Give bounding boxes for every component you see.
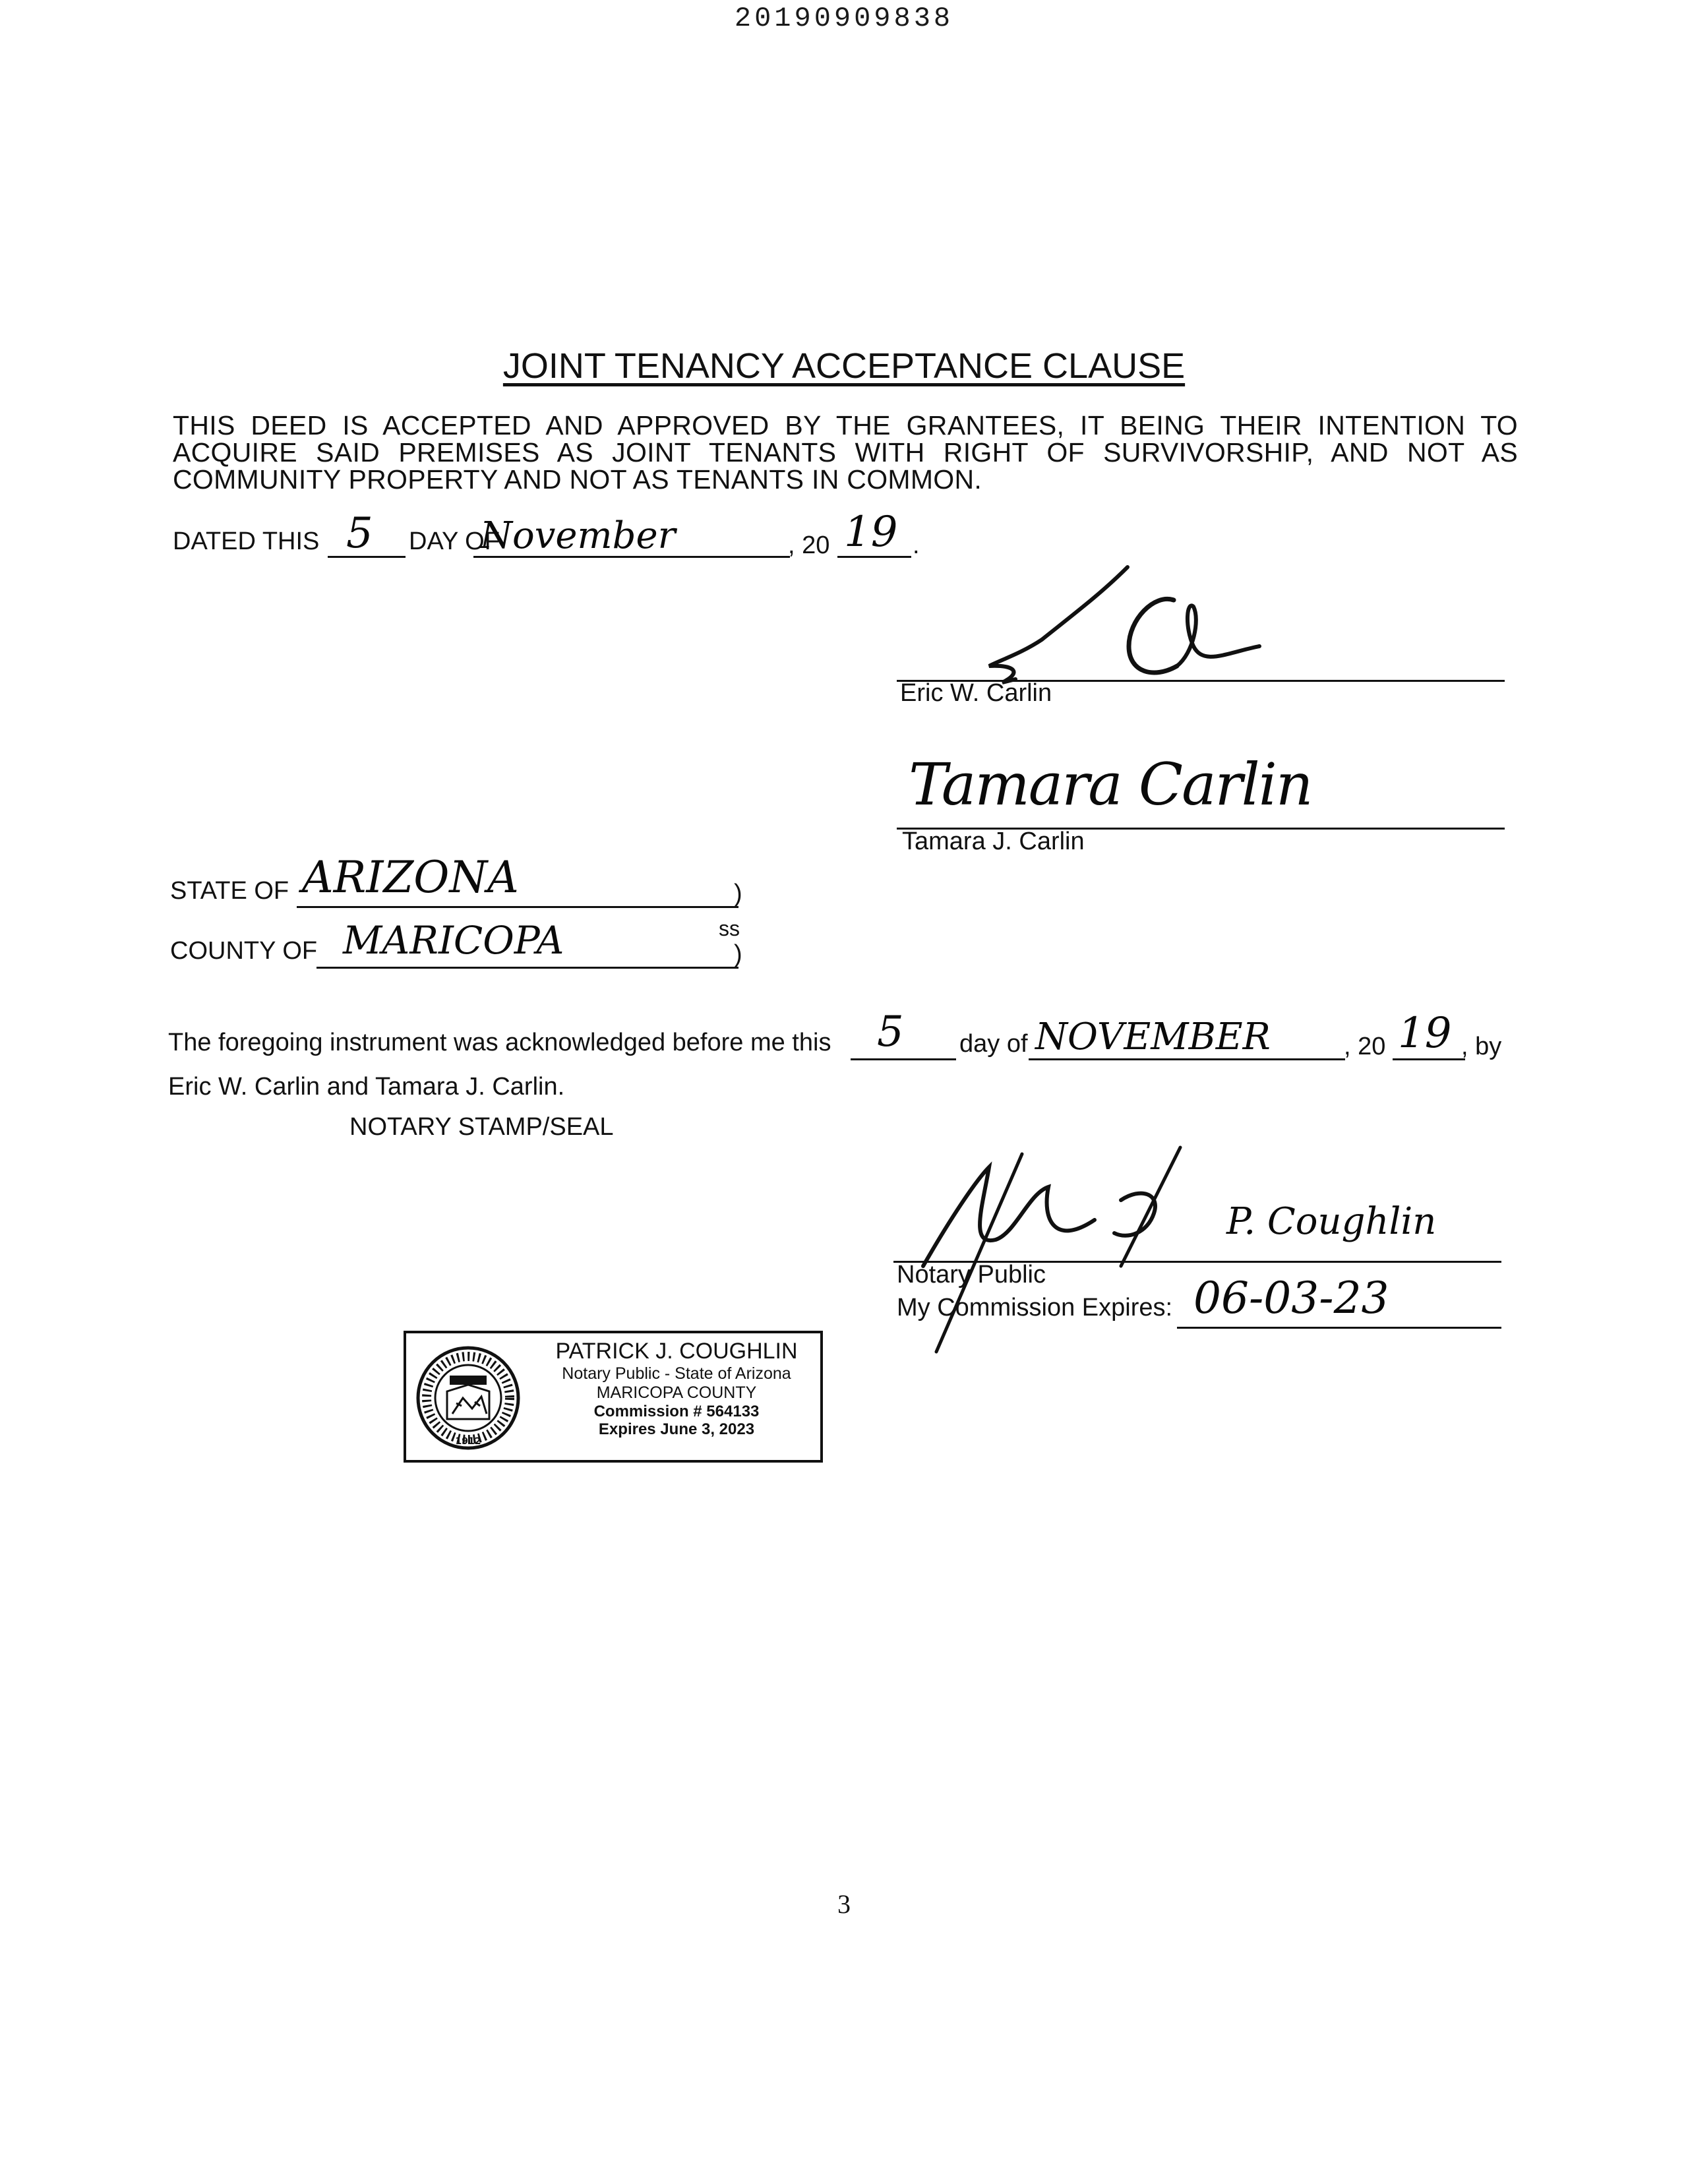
ack-day-line	[851, 1058, 956, 1060]
state-of-label: STATE OF	[170, 877, 289, 905]
stamp-county: MARICOPA COUNTY	[596, 1383, 757, 1402]
dated-month-handwritten: November	[480, 514, 676, 557]
county-of-label: COUNTY OF	[170, 937, 318, 965]
venue-paren-1: )	[734, 880, 742, 907]
state-seal-icon	[415, 1345, 521, 1451]
ack-year-handwritten: 19	[1398, 1009, 1452, 1058]
ack-month-handwritten: NOVEMBER	[1035, 1016, 1271, 1058]
venue-ss: ss	[719, 917, 740, 940]
grantee2-name: Tamara J. Carlin	[902, 828, 1085, 855]
notary-stamp	[404, 1331, 823, 1463]
notary-public-label: Notary Public	[897, 1261, 1046, 1289]
grantee1-signature	[976, 561, 1332, 692]
grantee2-signature: Tamara Carlin	[909, 750, 1312, 818]
state-handwritten: ARIZONA	[302, 852, 519, 903]
county-handwritten: MARICOPA	[343, 918, 564, 963]
ack-parties: Eric W. Carlin and Tamara J. Carlin.	[168, 1073, 565, 1101]
dated-this-label: DATED THIS	[173, 528, 320, 555]
dated-year-handwritten: 19	[844, 508, 898, 557]
commission-expires-line	[1177, 1327, 1501, 1329]
dated-period: .	[913, 531, 920, 559]
seal-year: 1912	[455, 1436, 481, 1447]
ack-day-handwritten: 5	[877, 1008, 904, 1056]
dated-day-of-label: DAY OF	[409, 528, 500, 555]
state-line	[297, 906, 738, 908]
acknowledgment-text: The foregoing instrument was acknowledged before me this	[168, 1029, 831, 1056]
venue-paren-2: )	[734, 940, 742, 968]
notary-signature: P. Coughlin	[1226, 1200, 1437, 1243]
ack-year-line	[1393, 1058, 1465, 1060]
commission-expires-label: My Commission Expires:	[897, 1294, 1173, 1321]
document-number: 20190909838	[734, 3, 954, 34]
county-line	[316, 967, 738, 969]
ack-by-label: , by	[1461, 1033, 1502, 1060]
commission-expires-handwritten: 06-03-23	[1193, 1273, 1389, 1323]
ack-year-prefix: , 20	[1344, 1033, 1386, 1060]
page-number: 3	[837, 1889, 851, 1919]
ack-month-line	[1029, 1058, 1345, 1060]
acceptance-statement: THIS DEED IS ACCEPTED AND APPROVED BY THE GRANTEES, IT BEING THEIR INTENTION TO ACQUIRE SAID PREMISES AS JOINT TENANTS WITH RIGHT OF SURVIVORSHIP, AND NOT AS COMMUNITY PROPERTY AND NOT AS TENANTS IN COMMON.	[173, 410, 1518, 495]
stamp-commission-number: Commission # 564133	[593, 1402, 760, 1420]
dated-year-prefix: , 20	[788, 531, 830, 559]
notary-stamp-seal-label: NOTARY STAMP/SEAL	[349, 1113, 614, 1141]
grantee1-name: Eric W. Carlin	[900, 679, 1052, 707]
stamp-expiration: Expires June 3, 2023	[598, 1420, 755, 1439]
document-title: JOINT TENANCY ACCEPTANCE CLAUSE	[502, 346, 1186, 386]
ack-day-of-label: day of	[959, 1030, 1028, 1058]
stamp-notary-name: PATRICK J. COUGHLIN	[555, 1339, 798, 1364]
dated-day-handwritten: 5	[346, 509, 373, 558]
stamp-title: Notary Public - State of Arizona	[562, 1364, 791, 1383]
notary-signature-flourish	[897, 1141, 1503, 1365]
